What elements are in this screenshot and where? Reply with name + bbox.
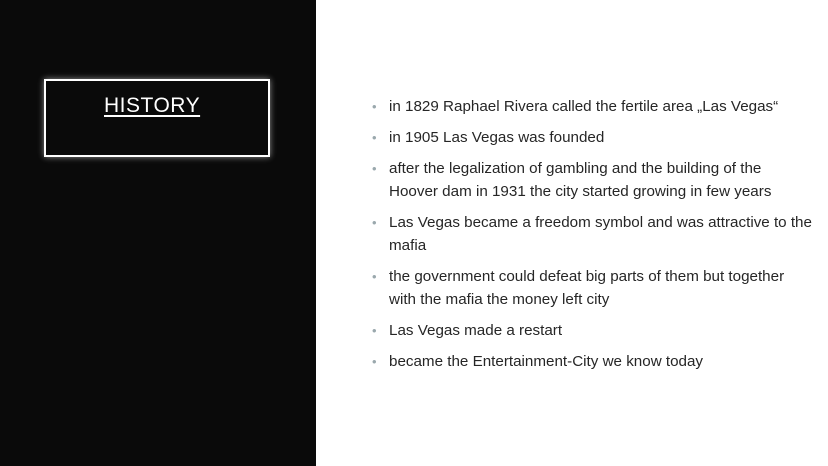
bullet-icon: • <box>372 354 377 369</box>
bullet-list <box>372 95 812 381</box>
bullet-text: became the Entertainment-City we know today <box>389 353 704 370</box>
slide-title: HISTORY <box>104 94 201 117</box>
bullet-icon: • <box>372 215 377 230</box>
bullet-icon: • <box>372 99 377 114</box>
bullet-icon: • <box>372 130 377 145</box>
bullet-text: Las Vegas made a restart <box>389 322 563 339</box>
bullet-text: the government could defeat big parts of them but together with the mafia the money left city <box>389 268 785 308</box>
bullet-item <box>372 157 812 203</box>
bullet-icon: • <box>372 323 377 338</box>
bullet-icon: • <box>372 161 377 176</box>
title-frame <box>44 79 270 157</box>
bullet-item <box>372 211 812 257</box>
bullet-item <box>372 350 812 373</box>
bullet-text: after the legalization of gambling and the building of the Hoover dam in 1931 the city started growing in few years <box>389 160 772 200</box>
bullet-item <box>372 95 812 118</box>
bullet-item <box>372 319 812 342</box>
bullet-item <box>372 126 812 149</box>
bullet-text: Las Vegas became a freedom symbol and was attractive to the mafia <box>389 214 812 254</box>
bullet-text: in 1905 Las Vegas was founded <box>389 129 605 146</box>
bullet-text: in 1829 Raphael Rivera called the fertile area „Las Vegas“ <box>389 98 779 115</box>
title-panel <box>0 0 316 466</box>
bullet-icon: • <box>372 269 377 284</box>
content-panel <box>316 0 828 466</box>
bullet-item <box>372 265 812 311</box>
